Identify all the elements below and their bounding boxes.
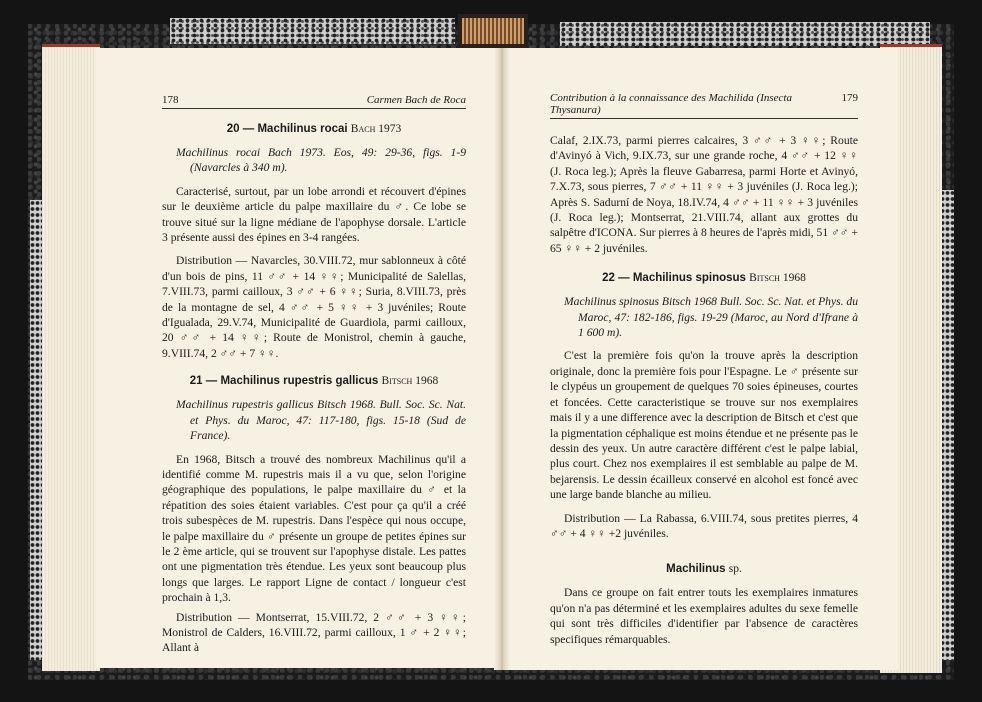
section-heading-21: 21 — Machilinus rupestris gallicus Bitsch 1968 — [189, 375, 439, 388]
marbled-board-left-edge — [30, 200, 42, 660]
right-page — [504, 48, 898, 670]
reference-20: Machilinus rocai Bach 1973. Eos, 49: 29-36, figs. 1-9 (Navarcles à 340 m). — [176, 146, 466, 175]
page-number: 178 — [162, 94, 179, 106]
paragraph-20-distribution: Distribution — Navarcles, 30.VIII.72, mur sablonneux à côté d'un bois de pins, 11 ♂♂ + 14 ♀♀; Municipalité de Salellas, 7.VIII.73, parmi cailloux, 3 ♂♂ + 6 ♀♀; Suria, 8.VIII.73, près de la montagne de sel, 4 ♂♂ + 5 ♀♀ + 3 juvéniles; Route d'Igualada, 29.V.74, Municipalité de Guardiola, parmi cailloux, 20 ♂♂ + 14 ♀♀; Route de Monistrol, chemin à gauche, 9.VIII.74, 2 ♂♂ + 7 ♀♀. — [162, 254, 466, 360]
paragraph-22-distribution: Distribution — La Rabassa, 6.VIII.74, sous pretites pierres, 4 ♂♂ + 4 ♀♀ +2 juvéniles. — [550, 511, 858, 540]
running-header-left — [162, 94, 466, 109]
running-title: Contribution à la connaissance des Machilida (Insecta Thysanura) — [550, 92, 792, 116]
running-title: Carmen Bach de Roca — [366, 94, 466, 106]
section-heading-sp: Machilinus sp. — [666, 563, 742, 576]
reference-22: Machilinus spinosus Bitsch 1968 Bull. Soc. Sc. Nat. et Phys. du Maroc, 47: 182-186, figs. 19-29 (Maroc, au Nord d'Ifrane à 1 600 m). — [564, 295, 859, 340]
marbled-board-right-edge — [940, 190, 954, 660]
page-number: 179 — [841, 92, 858, 104]
book-gutter — [494, 48, 510, 670]
marbled-board-top-left — [170, 18, 455, 44]
paragraph-22-description: C'est la première fois qu'on la trouve après la description originale, donc la première fois pour l'Espagne. Le ♂ présente sur le clypéus un groupement de quelques 70 soies épineuses, courtes et foncées. Cette caracteristique se trouve sur nos exemplaires mais il y a une difference avec la description de Bitsch et c'est que la pigmentation céphalique est moins étendue et ne présente pas le dessin des yeux. Un autre caractère différent c'est le palpe labial, plus court. Chez nos exemplaires il est semblable au palpe de M. bejarensis. Le dessin écailleux conservé en alcohol est foncé avec une large bande blanche au milieu. — [550, 349, 858, 502]
book-spine-headband — [458, 14, 528, 50]
paragraph-21-description: En 1968, Bitsch a trouvé des nombreux Machilinus qu'il a identifié comme M. rupestris mais il a vu que, selon l'origine géographique des populations, le palpe maxillaire du ♂ et la répatition des soies étaient variables. C'est pour ça qu'il a créé trois subespèces de M. rupestris. Dans l'espèce qui nous occupe, le palpe maxillaire du ♂ présente un groupe de petites épines sur le 2 ème article, qui se trouvent sur l'apophyse distale. Les pattes ont une pigmentation très étendue. Les yeux sont beaucoup plus longs que larges. Le rapport Ligne de contact / longueur c'est prochain à 1,3. — [162, 452, 466, 605]
page-block-left-edge — [42, 44, 100, 671]
paragraph-21-distribution: Distribution — Montserrat, 15.VIII.72, 2 ♂♂ + 3 ♀♀; Monistrol de Calders, 16.VIII.72, parmi cailloux, 1 ♂ + 2 ♀♀; Allant à — [162, 610, 466, 655]
left-page — [96, 48, 500, 668]
reference-21: Machilinus rupestris gallicus Bitsch 1968. Bull. Soc. Sc. Nat. et Phys. du Maroc, 47: 117-180, figs. 15-18 (Sud de France). — [176, 398, 466, 443]
section-heading-20: 20 — Machilinus rocai Bach 1973 — [226, 123, 402, 135]
section-heading-22: 22 — Machilinus spinosus Bitsch 1968 — [602, 272, 806, 285]
paragraph-20-description: Caracterisé, surtout, par un lobe arrondi et récouvert d'épines sur le deuxième article du palpe maxillaire du ♂. Ce lobe se trouve situé sur la ligne médiane de l'apophyse dorsale. L'article 3 présente aussi des épines en 3-4 rangées. — [162, 184, 466, 245]
marbled-board-top-right — [560, 22, 930, 46]
running-header-right — [550, 92, 858, 119]
paragraph-continued-distribution: Calaf, 2.IX.73, parmi pierres calcaires, 3 ♂♂ + 3 ♀♀; Route d'Avinyó à Vich, 9.IX.73, sur une grande roche, 4 ♂♂ + 12 ♀♀ (J. Roca leg.); Après la fleuve Gabarresa, parmi Horte et Avinyó, 7.X.73, sous pierres, 7 ♂♂ + 11 ♀♀ + 3 juvéniles (J. Roca leg.); Après S. Sadurní de Noya, 18.IV.74, 4 ♂♂ + 11 ♀♀ + 3 juvéniles (J. Roca leg.); Montserrat, 21.VIII.74, allant aux grottes du salpêtre d'ICONA. Sur pierres à 8 heures de l'après midi, 51 ♂♂ + 65 ♀♀ + 2 juvéniles. — [550, 134, 858, 255]
paragraph-sp-description: Dans ce groupe on fait entrer touts les exemplaires inmatures qu'on n'a pas déterminé et les exemplaires adultes du sexe femelle qui sont très difficiles d'identifier par l'absence de caractères specifiques rémarquables. — [550, 586, 858, 646]
